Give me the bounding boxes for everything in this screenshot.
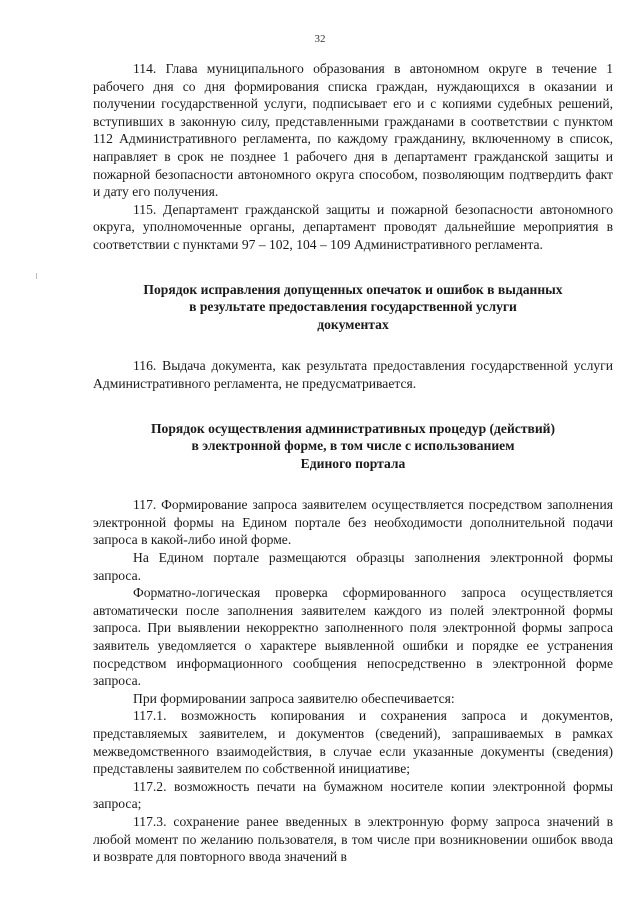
- heading-line: Порядок исправления допущенных опечаток и ошибок в выданных: [143, 281, 563, 297]
- heading-line: Единого портала: [300, 455, 406, 471]
- heading-line: документах: [317, 316, 389, 332]
- paragraph-114: 114. Глава муниципального образования в автономном округе в течение 1 рабочего дня со дня формирования списка граждан, нуждающихся в оказании и получении государственной услуги, подписывает его и с копиями судебных решений, вступивших в законную силу, представленными гражданами в соответствии с пунктом 112 Административного регламента, по каждому гражданину, включенному в список, направляет в срок не позднее 1 рабочего дня в департамент гражданской защиты и пожарной безопасности автономного округа способом, позволяющим подтвердить факт и дату его получения.: [93, 61, 613, 200]
- document-body: [93, 60, 613, 866]
- paragraph-samples: На Едином портале размещаются образцы заполнения электронной формы запроса.: [93, 550, 613, 583]
- paragraph-provisions: При формировании запроса заявителю обеспечивается:: [133, 690, 455, 706]
- paragraph-117-3: 117.3. сохранение ранее введенных в электронную форму запроса значений в любой момент по желанию пользователя, в том числе при возникновении ошибок ввода и возврате для повторного ввода значений в: [93, 813, 613, 865]
- section-heading-electronic: [93, 420, 613, 473]
- page-number: 32: [314, 33, 326, 45]
- section-heading-corrections: [93, 281, 613, 334]
- paragraph-117-2: 117.2. возможность печати на бумажном носителе копии электронной формы запроса;: [93, 778, 613, 812]
- paragraph-116: 116. Выдача документа, как результата предоставления государственной услуги Административного регламента, не предусматривается.: [93, 358, 613, 391]
- paragraph-format-check: Форматно-логическая проверка сформированного запроса осуществляется автоматически после заполнения заявителем каждого из полей электронной формы запроса. При выявлении некорректно заполненного поля электронной формы запроса заявитель уведомляется о характере выявленной ошибки и порядке ее устранения посредством информационного сообщения непосредственно в электронной форме запроса.: [93, 585, 613, 689]
- paragraph-117: 117. Формирование запроса заявителем осуществляется посредством заполнения электронной формы на Едином портале без необходимости дополнительной подачи запроса в какой-либо иной форме.: [93, 497, 613, 548]
- heading-line: в результате предоставления государственной услуги: [189, 299, 517, 315]
- heading-line: в электронной форме, в том числе с использованием: [191, 438, 515, 454]
- margin-mark: [36, 273, 37, 279]
- paragraph-115: 115. Департамент гражданской защиты и пожарной безопасности автономного округа, уполномоченные органы, департамент проводят дальнейшие мероприятия в соответствии с пунктами 97 – 102, 104 – 109 Административного регламента.: [93, 201, 613, 252]
- paragraph-117-1: 117.1. возможность копирования и сохранения запроса и документов, представляемых заявителем, и документов (сведений), запрашиваемых в рамках межведомственного взаимодействия, в случае если указанные документы (сведения) представлены заявителем по собственной инициативе;: [93, 708, 613, 777]
- heading-line: Порядок осуществления административных процедур (действий): [150, 420, 556, 436]
